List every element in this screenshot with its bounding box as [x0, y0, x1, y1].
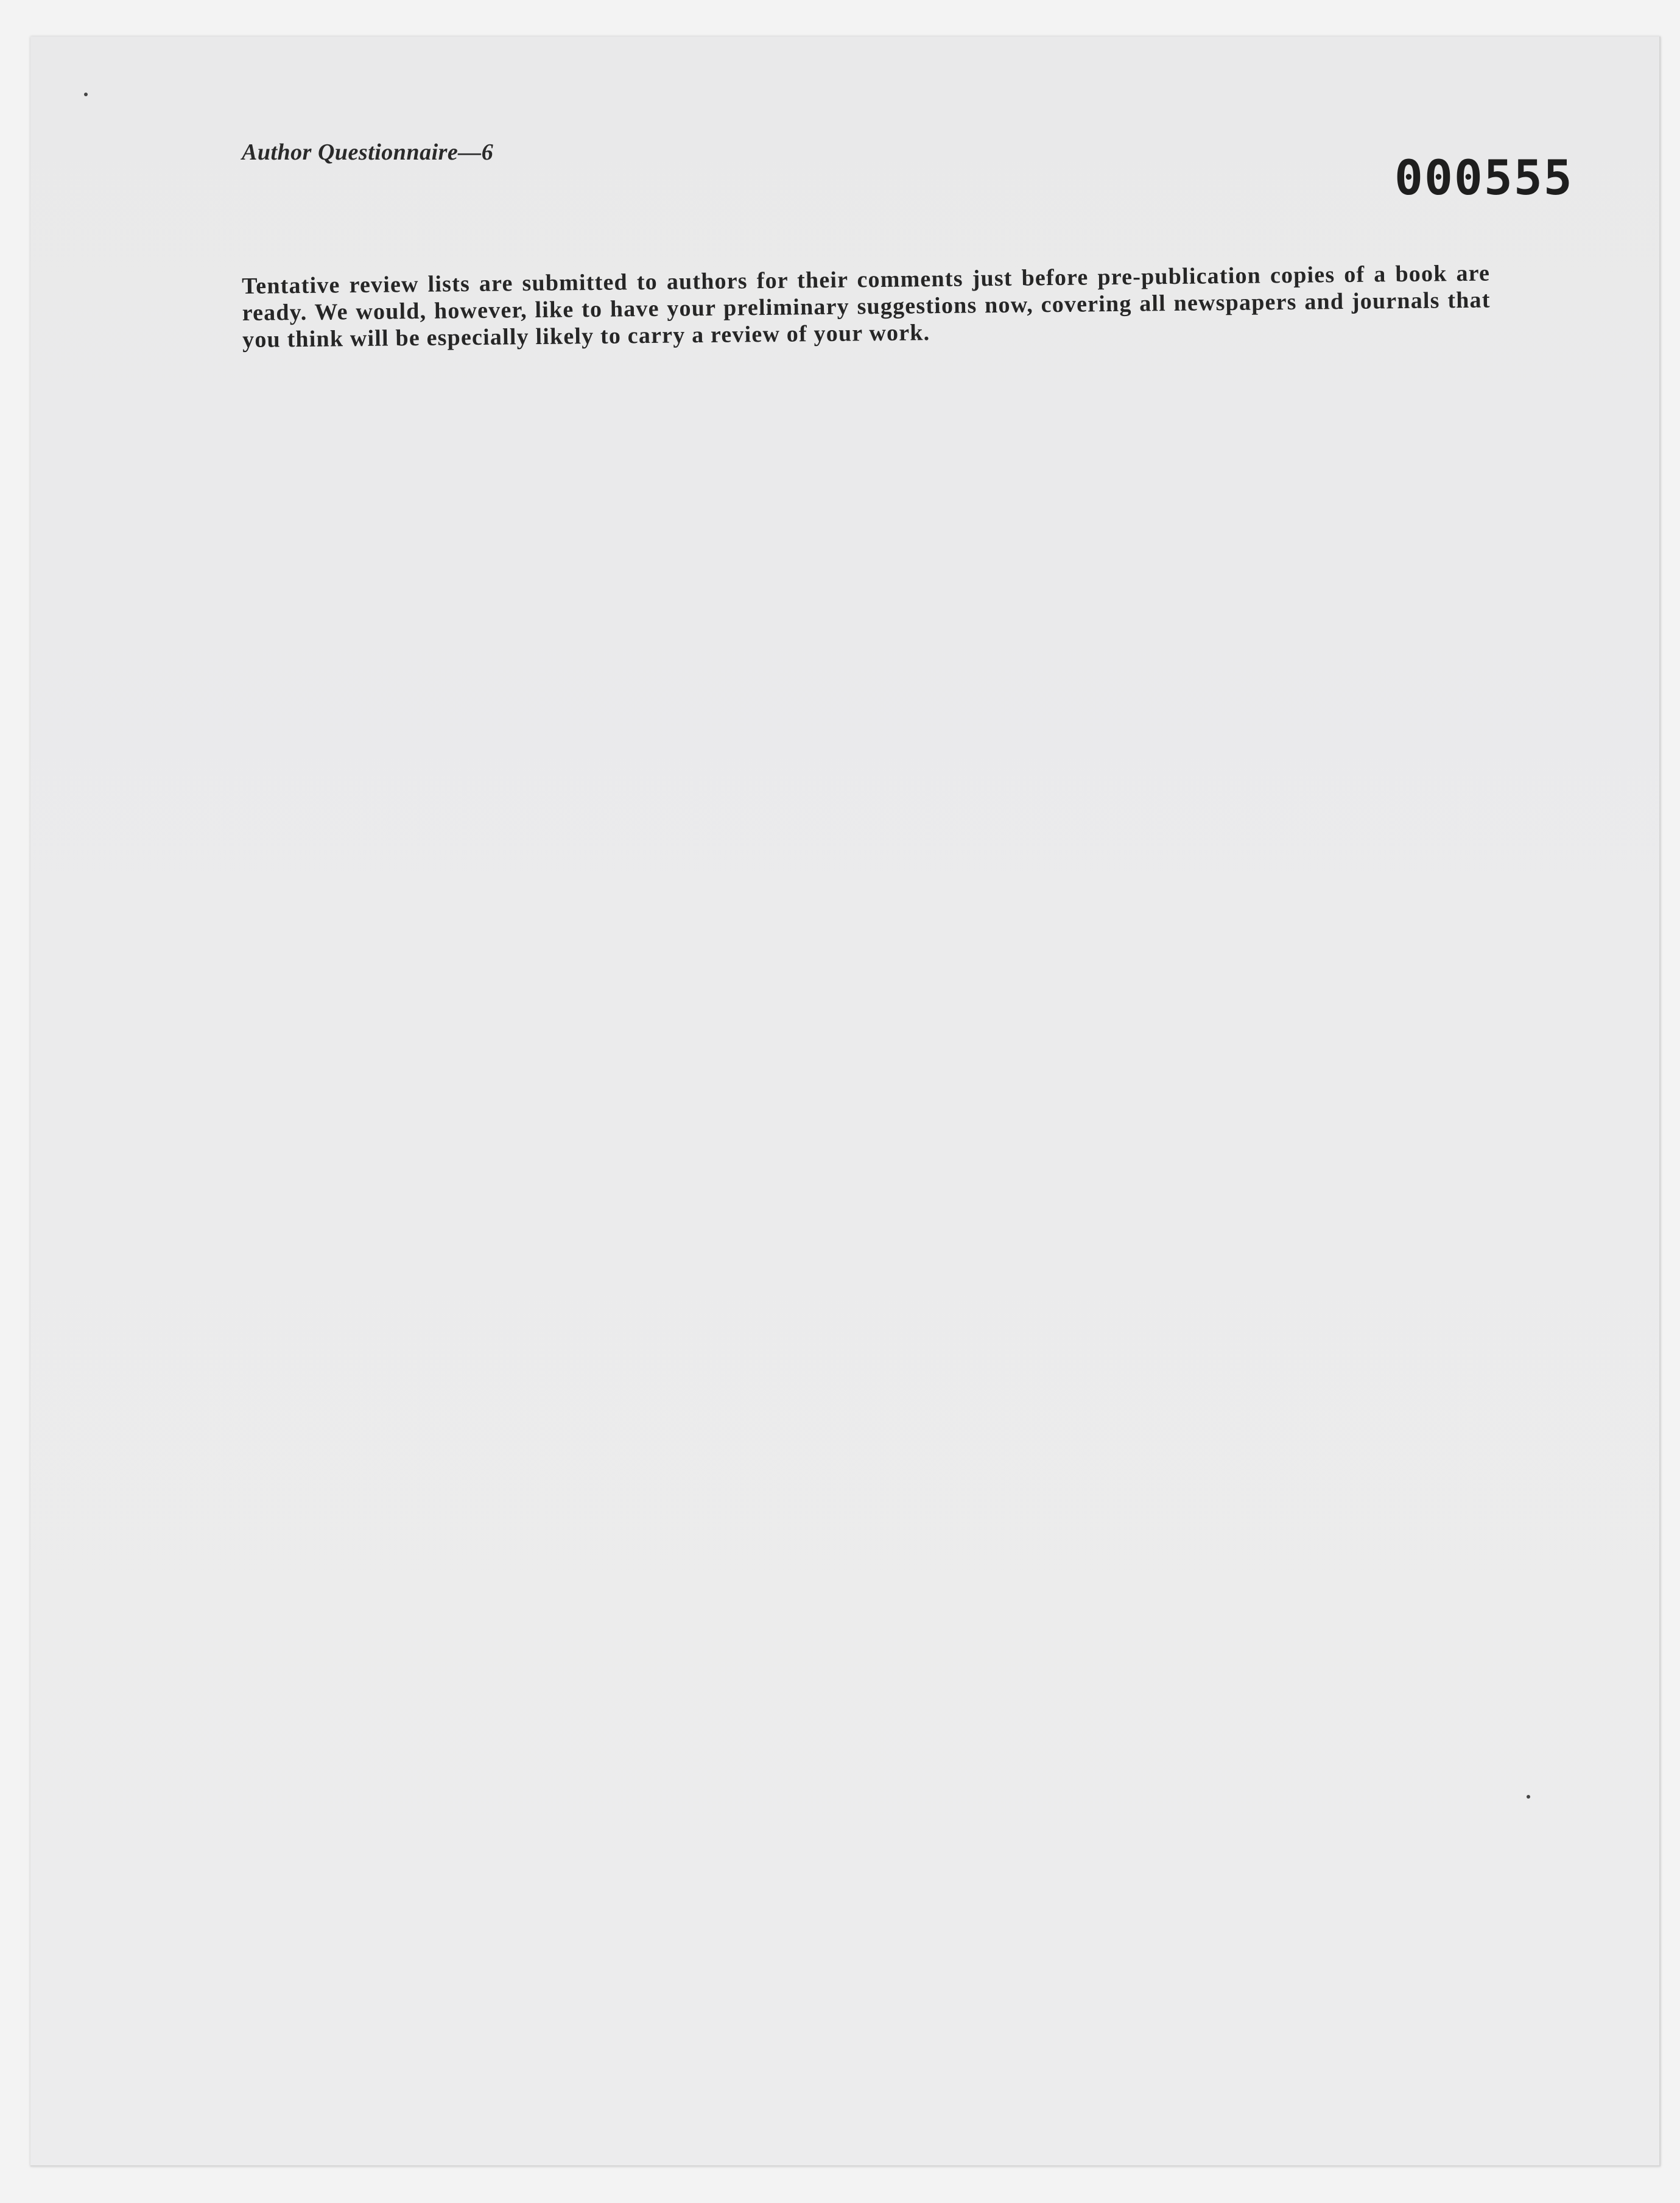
page-header-title: Author Questionnaire—6 [242, 139, 494, 165]
paper-sheet [30, 37, 1661, 2166]
dust-speck [84, 93, 88, 96]
document-number-stamp: 000555 [1394, 151, 1573, 206]
instructions-paragraph: Tentative review lists are submitted to authors for their comments just before pre-publication copies of a book are ready. We would, however, like to have your preliminary suggestions now, covering all newspapers and journals that you think will be especially likely to carry a review of your work. [242, 260, 1491, 353]
dust-speck [1527, 1795, 1530, 1799]
